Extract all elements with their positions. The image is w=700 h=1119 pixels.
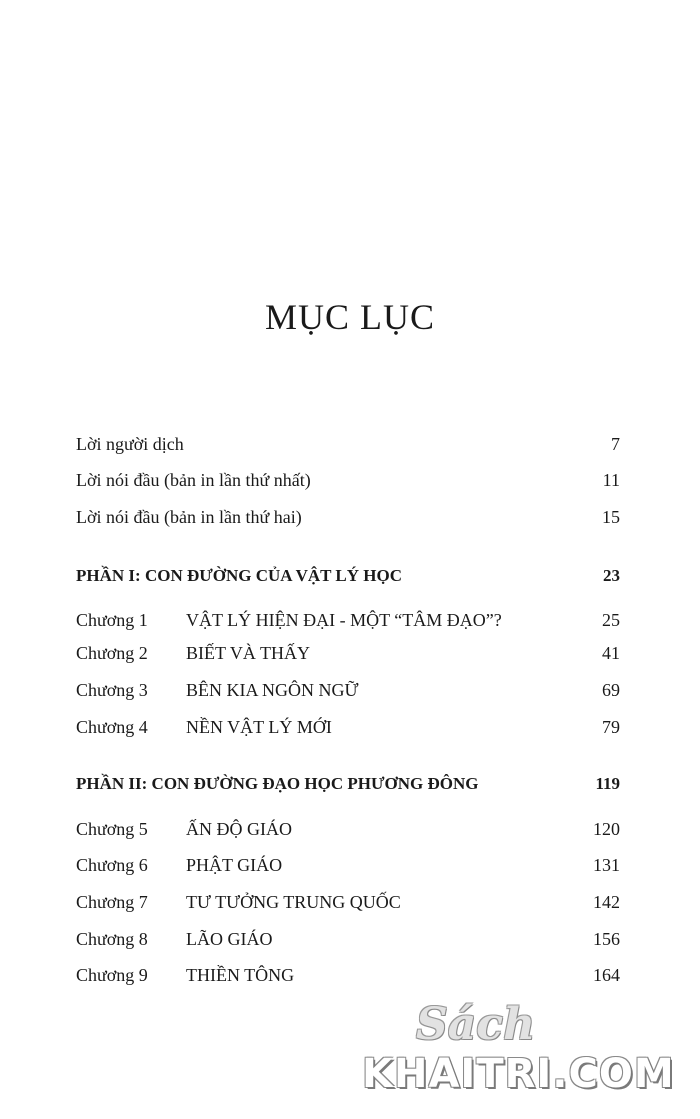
chapter-page: 131 (593, 855, 620, 875)
entry-title: Lời nói đầu (bản in lần thứ nhất) (76, 470, 311, 490)
chapter-label: Chương 4 (76, 717, 148, 737)
chapter-title: NỀN VẬT LÝ MỚI (186, 717, 332, 737)
toc-part-2 (76, 770, 620, 798)
chapter-page: 69 (602, 680, 620, 700)
chapter-title: THIỀN TÔNG (186, 965, 295, 985)
chapter-label: Chương 8 (76, 929, 148, 949)
chapter-page: 156 (593, 929, 620, 949)
toc-part-1 (76, 562, 620, 590)
watermark-logo (362, 999, 682, 1111)
toc-chapter-7 (76, 888, 620, 916)
toc-chapter-6 (76, 851, 620, 879)
chapter-page: 25 (602, 610, 620, 630)
toc-chapter-3 (76, 676, 620, 704)
chapter-label: Chương 9 (76, 965, 148, 985)
chapter-page: 142 (593, 892, 620, 912)
entry-page: 11 (602, 470, 620, 490)
chapter-label: Chương 1 (76, 610, 148, 630)
part-title: PHẦN II: CON ĐƯỜNG ĐẠO HỌC PHƯƠNG ĐÔNG (76, 774, 479, 793)
chapter-title: BIẾT VÀ THẤY (186, 643, 311, 663)
entry-page: 7 (611, 434, 620, 454)
chapter-title: PHẬT GIÁO (186, 855, 283, 875)
watermark-script-text: Sách (416, 999, 536, 1050)
chapter-page: 164 (593, 965, 620, 985)
chapter-page: 120 (593, 819, 620, 839)
part-page: 119 (595, 774, 620, 793)
chapter-page: 79 (602, 717, 620, 737)
toc-chapter-1 (76, 606, 620, 634)
chapter-label: Chương 7 (76, 892, 148, 912)
toc-chapter-2 (76, 639, 620, 667)
chapter-label: Chương 6 (76, 855, 148, 875)
toc-chapter-8 (76, 925, 620, 953)
page-title: MỤC LỤC (264, 297, 436, 337)
entry-title: Lời nói đầu (bản in lần thứ hai) (76, 507, 302, 527)
toc-entry-translator-note (76, 430, 620, 458)
chapter-page: 41 (602, 643, 620, 663)
chapter-title: BÊN KIA NGÔN NGỮ (186, 680, 359, 700)
toc-chapter-9 (76, 961, 620, 989)
toc-entry-preface-first (76, 466, 620, 494)
entry-page: 15 (602, 507, 620, 527)
chapter-title: ẤN ĐỘ GIÁO (186, 819, 292, 839)
part-page: 23 (603, 566, 620, 585)
toc-chapter-5 (76, 815, 620, 843)
watermark-brand-text: KHAITRI.COM (362, 1051, 675, 1097)
entry-title: Lời người dịch (76, 434, 184, 454)
chapter-label: Chương 5 (76, 819, 148, 839)
chapter-title: LÃO GIÁO (186, 929, 273, 949)
chapter-title: TƯ TƯỞNG TRUNG QUỐC (186, 892, 401, 912)
toc-entry-preface-second (76, 503, 620, 531)
chapter-label: Chương 2 (76, 643, 148, 663)
part-title: PHẦN I: CON ĐƯỜNG CỦA VẬT LÝ HỌC (76, 566, 403, 585)
toc-chapter-4 (76, 713, 620, 741)
chapter-label: Chương 3 (76, 680, 148, 700)
chapter-title: VẬT LÝ HIỆN ĐẠI - MỘT “TÂM ĐẠO”? (186, 610, 502, 630)
